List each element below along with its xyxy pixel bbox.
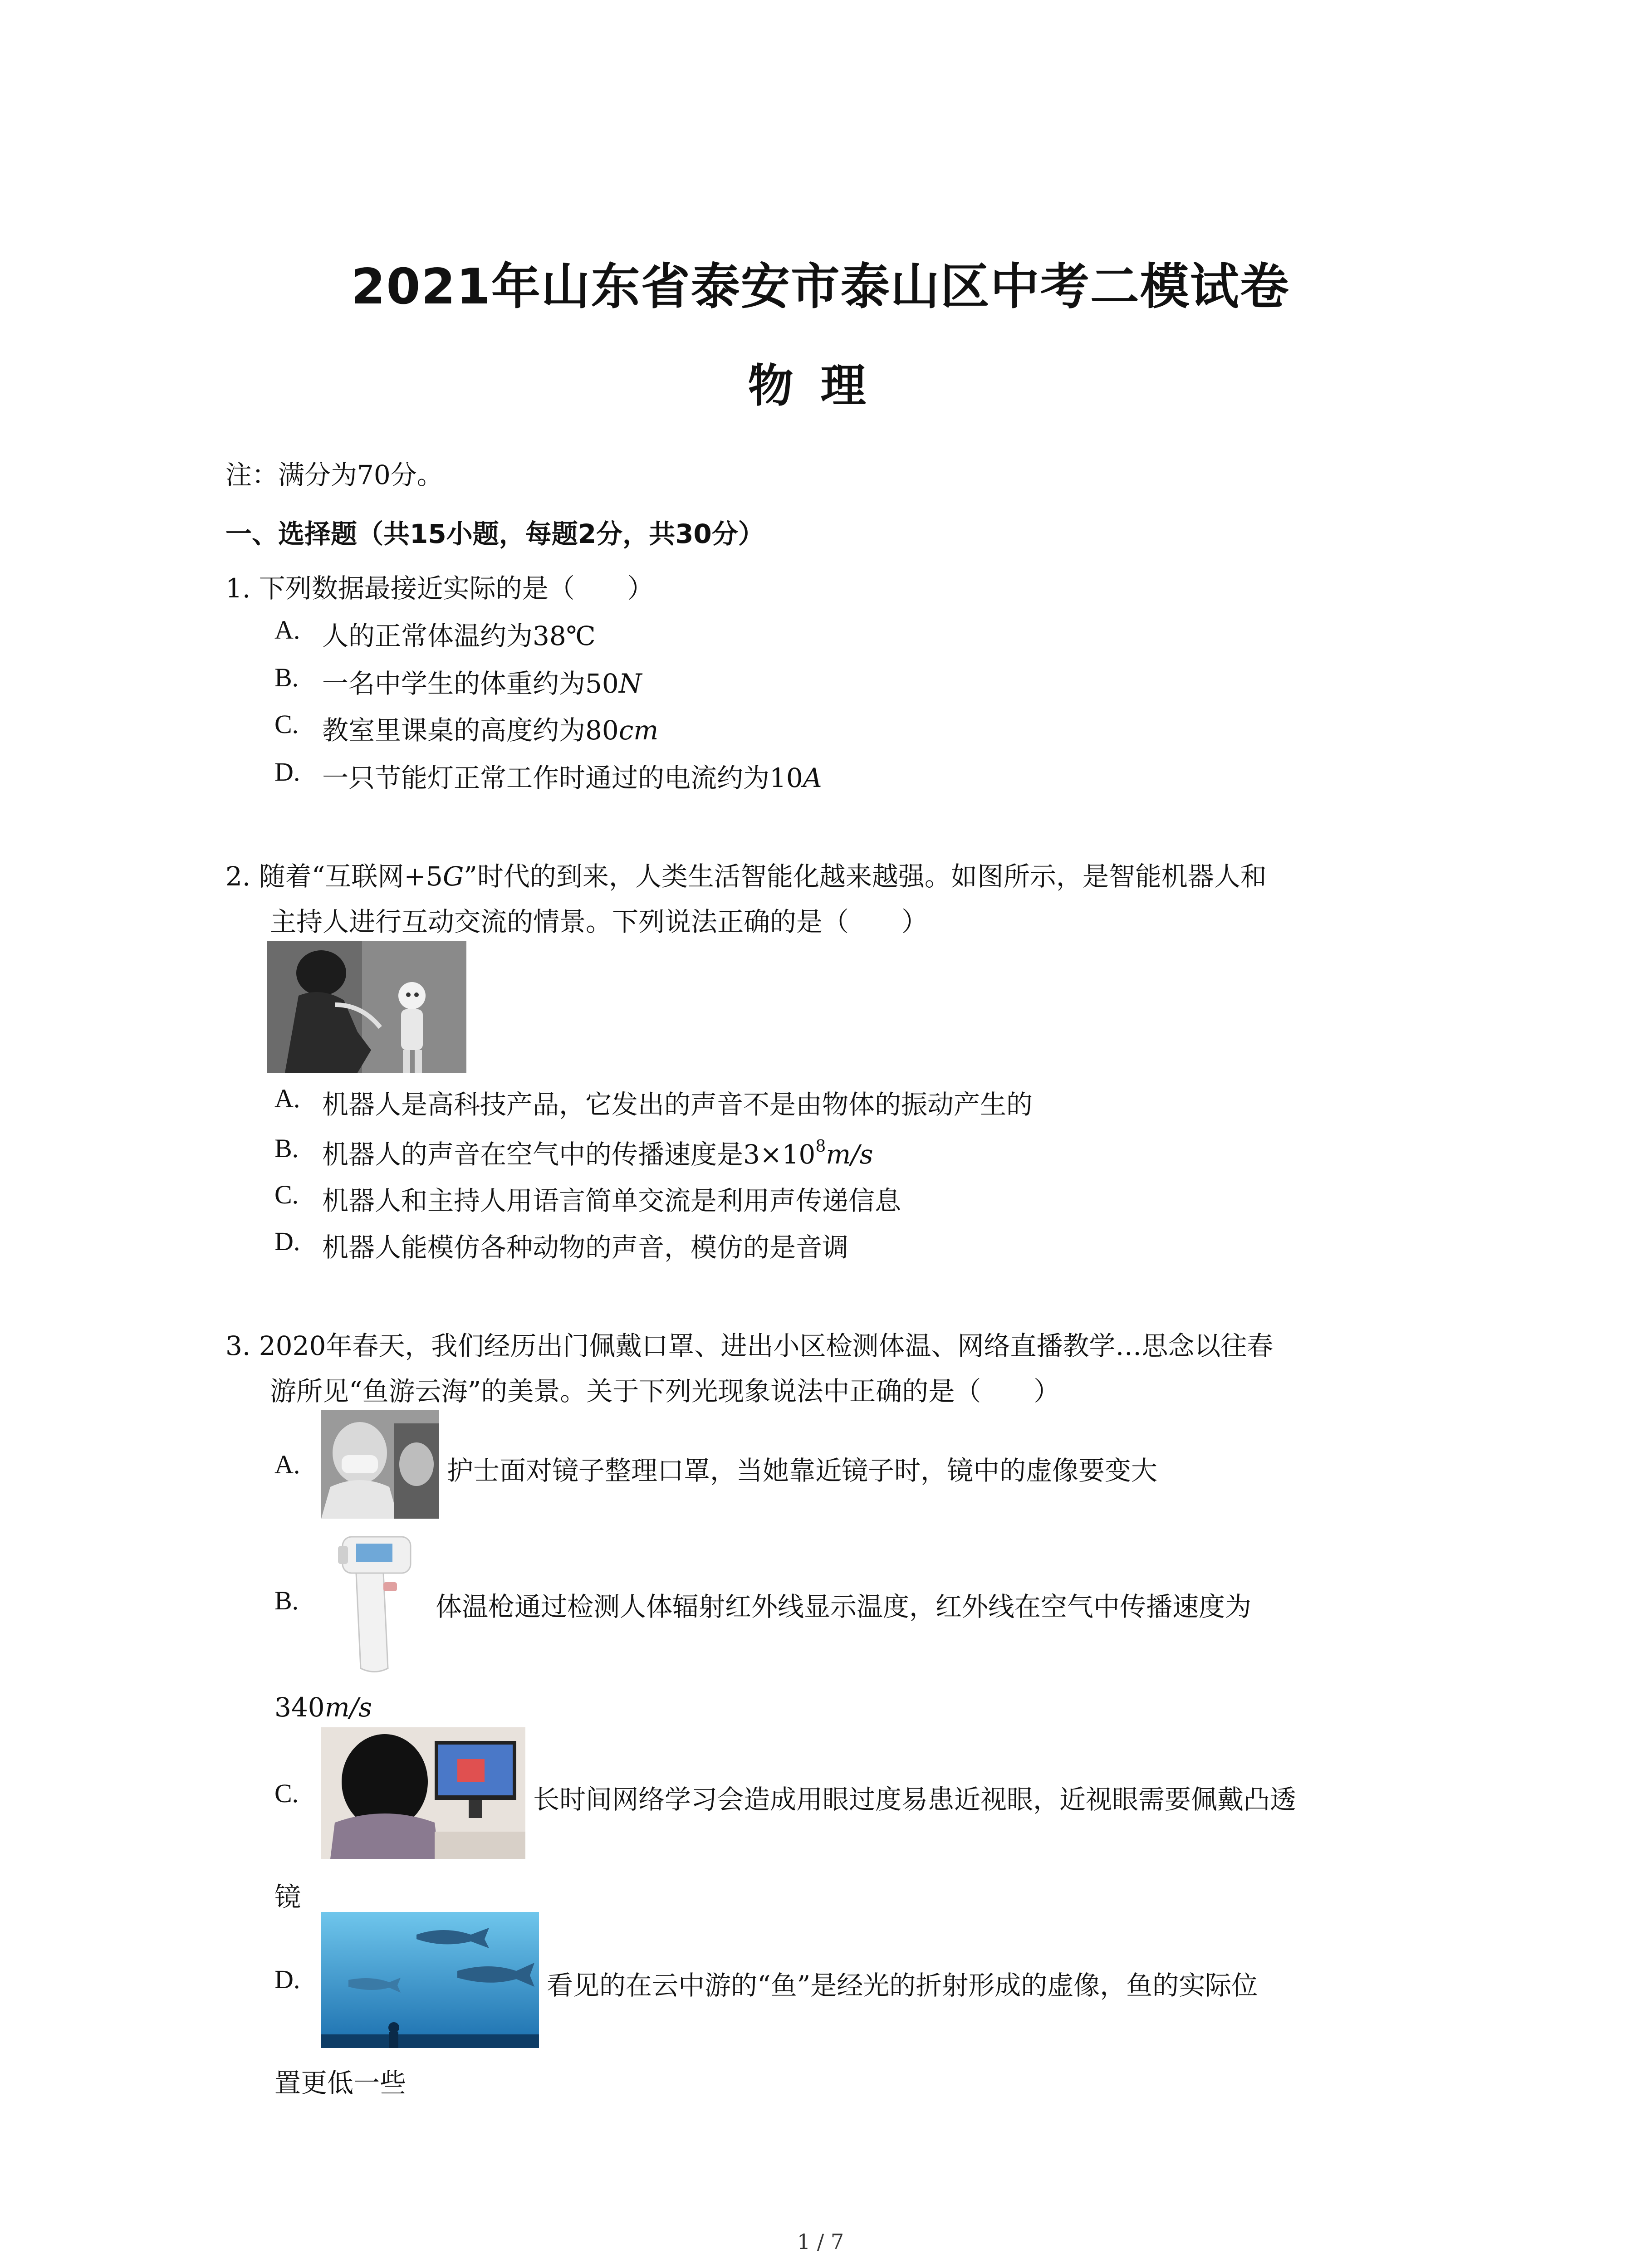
q1-option-d: 一只节能灯正常工作时通过的电流约为10A (322, 763, 822, 793)
q3-option-d-letter: D. (274, 1965, 300, 1994)
q3-option-d-continued: 置更低一些 (274, 2068, 407, 2098)
q2-stem-line2: 主持人进行互动交流的情景。下列说法正确的是（ ） (270, 906, 928, 937)
q1-option-b-letter: B. (274, 663, 299, 692)
q1-option-a: 人的正常体温约为38℃ (322, 621, 596, 651)
q1-option-d-letter: D. (274, 757, 300, 787)
subject-title: 物理 (748, 359, 893, 412)
q3-option-c: 长时间网络学习会造成用眼过度易患近视眼，近视眼需要佩戴凸透 (533, 1784, 1297, 1815)
q2-option-c-letter: C. (274, 1180, 299, 1209)
robot-host-photo (267, 941, 466, 1073)
q2-stem-line1: 2. 随着“互联网+5G”时代的到来，人类生活智能化越来越强。如图所示，是智能机器人和 (225, 861, 1267, 892)
q3-option-a-letter: A. (274, 1450, 300, 1479)
q3-option-c-letter: C. (274, 1779, 299, 1808)
q2-option-b: 机器人的声音在空气中的传播速度是$3\times 10^8m/s$ (322, 1137, 873, 1170)
q3-option-a: 护士面对镜子整理口罩，当她靠近镜子时，镜中的虚像要变大 (447, 1455, 1158, 1486)
q1-option-c-letter: C. (274, 709, 299, 739)
q1-option-b: 一名中学生的体重约为50N (322, 668, 642, 699)
exam-title: 2021年山东省泰安市泰山区中考二模试卷 (351, 259, 1290, 315)
section-heading: 一、选择题（共15小题，每题2分，共30分） (225, 518, 764, 549)
page-number: 1 / 7 (797, 2229, 844, 2254)
score-note: 注：满分为70分。 (225, 459, 443, 490)
q3-option-c-continued: 镜 (274, 1882, 301, 1912)
q2-option-b-letter: B. (274, 1134, 299, 1163)
q3-option-b-letter: B. (274, 1586, 299, 1615)
q3-stem-line2: 游所见“鱼游云海”的美景。关于下列光现象说法中正确的是（ ） (270, 1376, 1060, 1407)
q2-option-a-letter: A. (274, 1084, 300, 1113)
aquarium-fish-photo (321, 1912, 539, 2048)
thermometer-gun-photo (324, 1532, 415, 1677)
q3-option-b: 体温枪通过检测人体辐射红外线显示温度，红外线在空气中传播速度为 (436, 1591, 1252, 1622)
q2-option-c: 机器人和主持人用语言简单交流是利用声传递信息 (322, 1185, 901, 1216)
q3-option-b-continued: 340m/s (274, 1692, 372, 1723)
q3-stem-line1: 3. 2020年春天，我们经历出门佩戴口罩、进出小区检测体温、网络直播教学…思念以往春 (225, 1330, 1274, 1361)
online-learning-photo (321, 1727, 525, 1859)
q1-option-a-letter: A. (274, 615, 300, 645)
q1-stem: 1. 下列数据最接近实际的是（ ） (225, 573, 654, 604)
q3-option-d: 看见的在云中游的“鱼”是经光的折射形成的虚像，鱼的实际位 (547, 1970, 1258, 2001)
q2-option-a: 机器人是高科技产品，它发出的声音不是由物体的振动产生的 (322, 1089, 1033, 1120)
q2-option-d: 机器人能模仿各种动物的声音，模仿的是音调 (322, 1232, 849, 1263)
nurse-mask-photo (321, 1410, 439, 1519)
q1-option-c: 教室里课桌的高度约为80cm (322, 715, 659, 746)
q2-option-d-letter: D. (274, 1227, 300, 1256)
